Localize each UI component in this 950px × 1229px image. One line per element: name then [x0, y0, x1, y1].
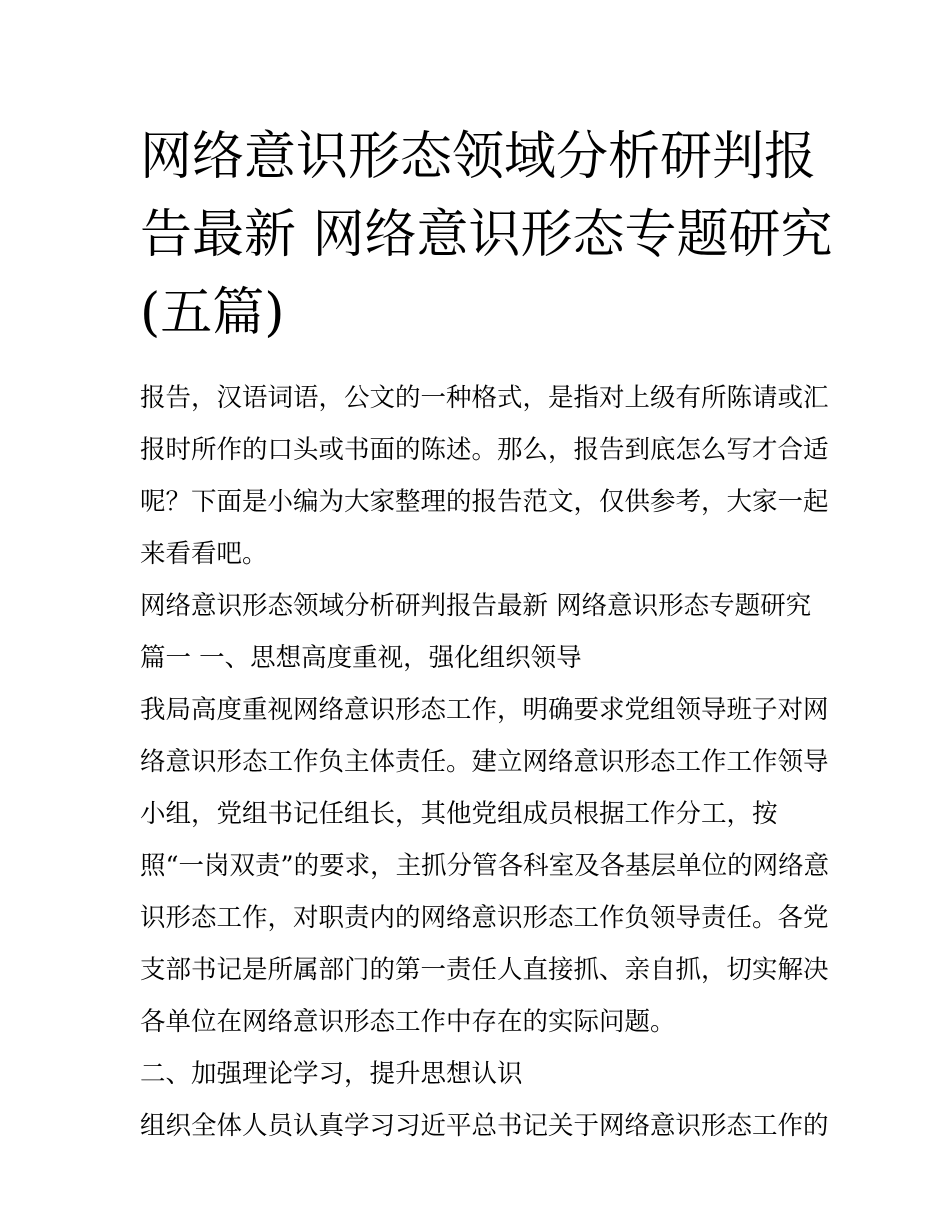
- document-content: [140, 118, 833, 1152]
- text-line: 二、加强理论学习，提升思想认识: [140, 1059, 523, 1089]
- text-line: 识形态工作，对职责内的网络意识形态工作负领导责任。各党: [140, 903, 829, 933]
- text-line: 网络意识形态领域分析研判报告最新 网络意识形态专题研究: [140, 591, 812, 621]
- title-line: 告最新 网络意识形态专题研究: [140, 205, 833, 265]
- text-line: 报告，汉语词语，公文的一种格式，是指对上级有所陈请或汇: [140, 383, 829, 413]
- text-line: 各单位在网络意识形态工作中存在的实际问题。: [140, 1007, 676, 1037]
- text-line: 呢？下面是小编为大家整理的报告范文，仅供参考，大家一起: [140, 487, 829, 517]
- title-line: 网络意识形态领域分析研判报: [140, 127, 817, 187]
- title-line: (五篇): [140, 283, 285, 343]
- body-paragraph: [140, 684, 830, 1048]
- text-line: 照“一岗双责”的要求，主抓分管各科室及各基层单位的网络意: [140, 851, 830, 881]
- subsection-heading: [140, 1048, 820, 1100]
- document-title: [140, 118, 833, 352]
- text-line: 报时所作的口头或书面的陈述。那么，报告到底怎么写才合适: [140, 435, 829, 465]
- text-line: 组织全体人员认真学习习近平总书记关于网络意识形态工作的: [140, 1111, 829, 1141]
- text-line: 小组，党组书记任组长，其他党组成员根据工作分工，按: [140, 799, 778, 829]
- text-line: 来看看吧。: [140, 539, 268, 569]
- intro-paragraph: [140, 372, 829, 580]
- body-paragraph: [140, 1100, 829, 1152]
- text-line: 络意识形态工作负主体责任。建立网络意识形态工作工作领导: [140, 747, 829, 777]
- text-line: 我局高度重视网络意识形态工作，明确要求党组领导班子对网: [140, 695, 829, 725]
- section-heading-paragraph: [140, 580, 820, 684]
- text-line: 篇一 一、思想高度重视，强化组织领导: [140, 643, 582, 673]
- document-body: [140, 372, 830, 1152]
- text-line: 支部书记是所属部门的第一责任人直接抓、亲自抓，切实解决: [140, 955, 829, 985]
